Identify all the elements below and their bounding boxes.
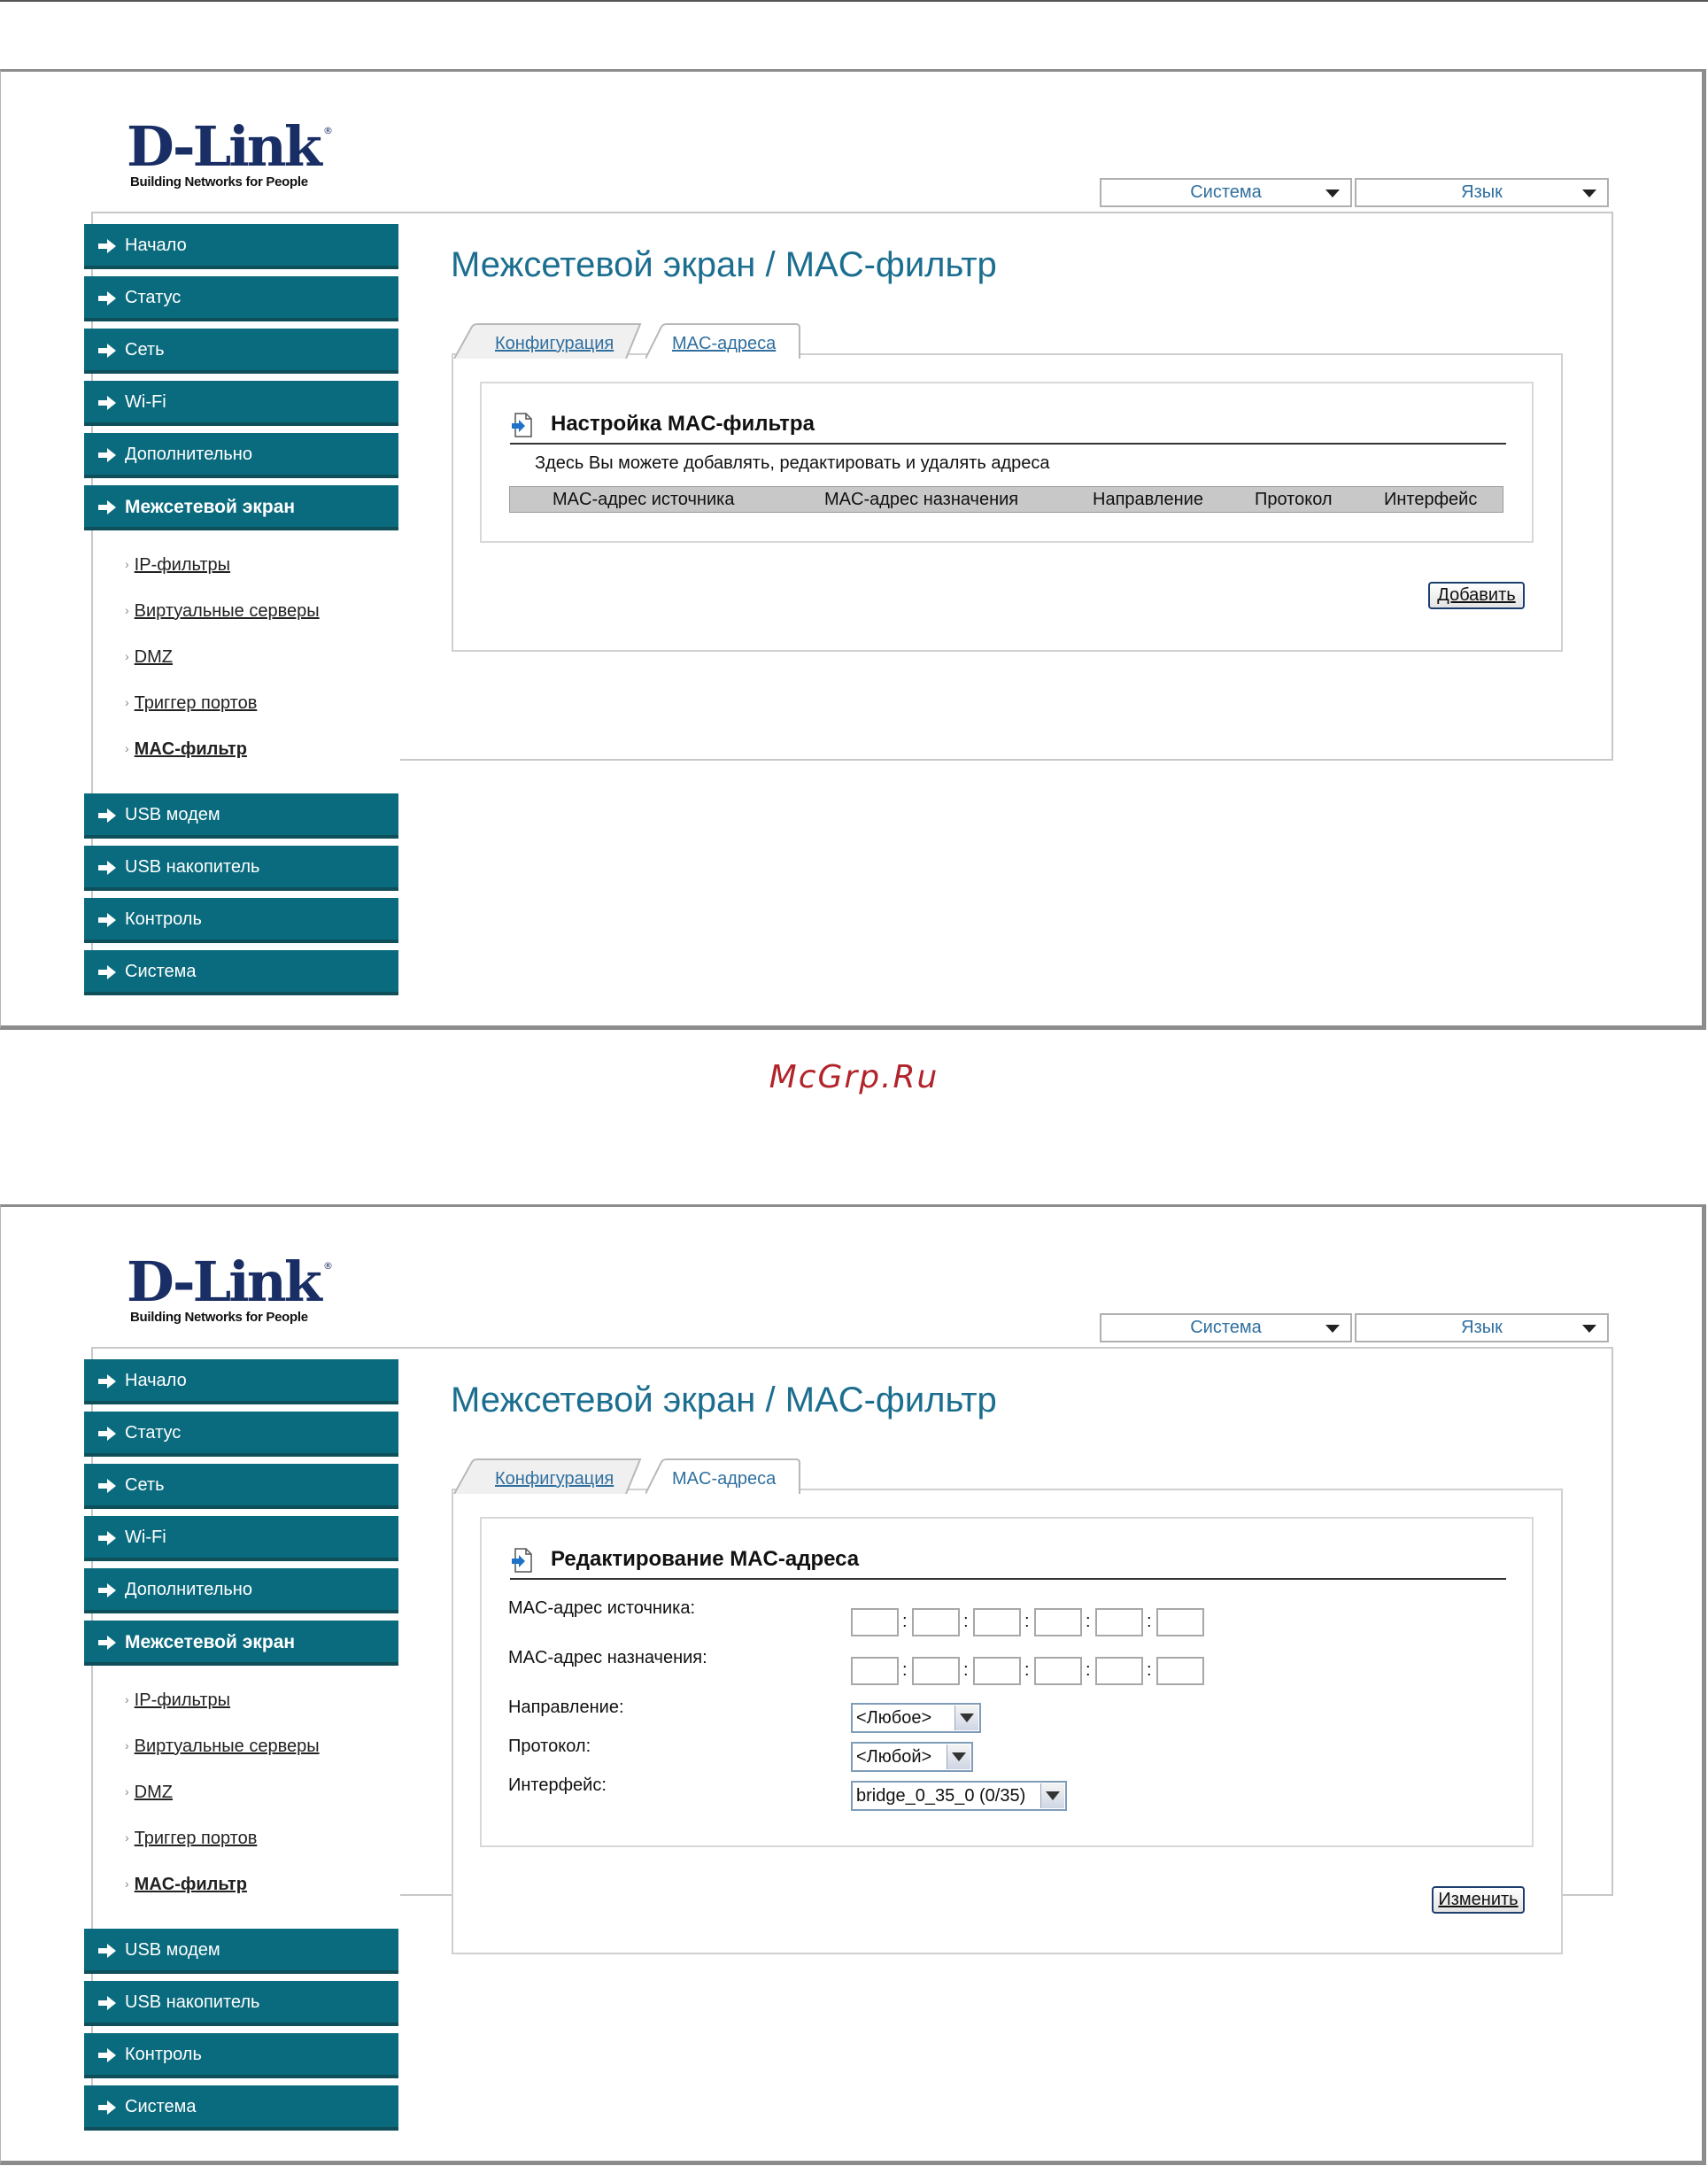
chevron-down-icon [1046, 1791, 1060, 1800]
chevron-down-icon [952, 1752, 966, 1761]
sidebar-item-advanced[interactable] [84, 1568, 398, 1613]
sidebar-item-wifi[interactable] [84, 1516, 398, 1561]
sidebar-subitem-ip-filters[interactable] [125, 555, 230, 576]
sidebar-item-advanced[interactable] [84, 433, 398, 478]
bullet-icon: › [125, 1692, 129, 1706]
sidebar-item-firewall[interactable] [84, 1621, 398, 1666]
add-button-label: Добавить [1437, 585, 1516, 605]
document-arrow-icon [512, 413, 533, 437]
mac-separator: : [1147, 1660, 1152, 1680]
dest-mac-octet-5[interactable] [1095, 1657, 1143, 1685]
sidebar-item-usb-storage[interactable] [84, 1981, 398, 2026]
sidebar-subitem-label: Виртуальные серверы [134, 1737, 320, 1756]
mac-separator: : [902, 1660, 908, 1680]
edit-button-label: Изменить [1438, 1890, 1519, 1909]
sidebar-subitem-mac-filter[interactable] [125, 1875, 247, 1895]
section-divider [510, 443, 1506, 445]
bullet-icon: › [125, 741, 129, 755]
source-mac-label: MAC-адрес источника: [508, 1598, 695, 1618]
mac-separator: : [902, 1612, 908, 1631]
sidebar-item-label: USB модем [125, 805, 220, 824]
sidebar-item-label: Сеть [125, 1475, 165, 1495]
screenshot-mac-edit [0, 1204, 1706, 2165]
section-divider [510, 1578, 1506, 1580]
sidebar-item-label: USB модем [125, 1940, 220, 1960]
sidebar-subitem-virtual-servers[interactable] [125, 1737, 320, 1757]
dlink-logo [127, 1249, 339, 1326]
logo-tagline: Building Networks for People [130, 1310, 308, 1325]
protocol-select-value: <Любой> [856, 1747, 932, 1767]
sidebar-subitem-label: MAC-фильтр [134, 739, 247, 759]
mac-separator: : [1024, 1660, 1030, 1680]
protocol-select[interactable] [851, 1742, 973, 1772]
chevron-down-icon [1582, 1325, 1596, 1333]
select-arrow-button [954, 1706, 978, 1730]
sidebar-item-label: Межсетевой экран [125, 1632, 296, 1652]
sidebar-subitem-label: IP-фильтры [134, 1690, 231, 1710]
column-header-interface: Интерфейс [1384, 490, 1478, 509]
select-arrow-button [1040, 1783, 1064, 1808]
sidebar-subitem-port-trigger[interactable] [125, 693, 257, 714]
section-description: Здесь Вы можете добавлять, редактировать и удалять адреса [535, 453, 1050, 473]
source-mac-octet-3[interactable] [973, 1608, 1021, 1636]
sidebar-subitem-port-trigger[interactable] [125, 1829, 257, 1849]
protocol-label: Протокол: [508, 1737, 591, 1756]
tab-label: MAC-адреса [672, 334, 777, 353]
bullet-icon: › [125, 1876, 129, 1891]
sidebar-item-firewall[interactable] [84, 485, 398, 530]
sidebar-item-usb-modem[interactable] [84, 1929, 398, 1974]
screenshot-mac-filter-list [0, 69, 1706, 1030]
sidebar-item-label: Статус [125, 288, 182, 307]
arrow-right-icon [98, 861, 116, 875]
tab-configuration[interactable] [452, 323, 649, 359]
interface-select-value: bridge_0_35_0 (0/35) [856, 1786, 1026, 1806]
arrow-right-icon [98, 500, 116, 514]
sidebar-item-label: Wi-Fi [125, 392, 166, 412]
system-dropdown[interactable] [1100, 178, 1352, 207]
arrow-right-icon [98, 1427, 116, 1441]
tab-configuration[interactable] [452, 1458, 649, 1494]
select-arrow-button [947, 1744, 970, 1769]
arrow-right-icon [98, 808, 116, 823]
sidebar-item-label: USB накопитель [125, 857, 260, 877]
sidebar-item-label: Начало [125, 1371, 187, 1390]
arrow-right-icon [98, 913, 116, 927]
logo-text: D-Link [127, 114, 320, 179]
system-dropdown-label: Система [1190, 182, 1262, 202]
bullet-icon: › [125, 1830, 129, 1845]
bullet-icon: › [125, 1784, 129, 1799]
sidebar-subitem-label: DMZ [134, 647, 173, 667]
arrow-right-icon [98, 2100, 116, 2115]
sidebar-item-label: USB накопитель [125, 1992, 260, 2012]
sidebar-item-label: Дополнительно [125, 1580, 252, 1599]
arrow-right-icon [98, 1479, 116, 1493]
sidebar-item-system[interactable] [84, 950, 398, 995]
system-dropdown[interactable] [1100, 1313, 1352, 1342]
sidebar-item-label: Статус [125, 1423, 182, 1443]
language-dropdown-label: Язык [1461, 1318, 1503, 1337]
language-dropdown[interactable] [1355, 178, 1609, 207]
sidebar-subitem-mac-filter[interactable] [125, 739, 247, 760]
logo-text: D-Link [127, 1249, 320, 1314]
chevron-down-icon [960, 1713, 974, 1722]
chevron-down-icon [1325, 1325, 1340, 1333]
source-mac-octet-6[interactable] [1156, 1608, 1204, 1636]
chevron-down-icon [1325, 190, 1340, 197]
sidebar-subitem-label: MAC-фильтр [134, 1875, 247, 1894]
column-header-source-mac: MAC-адрес источника [553, 490, 735, 509]
mac-separator: : [1086, 1612, 1091, 1631]
dest-mac-octet-6[interactable] [1156, 1657, 1204, 1685]
arrow-right-icon [98, 1531, 116, 1545]
sidebar-subitem-dmz[interactable] [125, 647, 173, 668]
section-title: Редактирование MAC-адреса [551, 1547, 860, 1571]
mac-separator: : [1147, 1612, 1152, 1631]
mac-separator: : [963, 1660, 969, 1680]
arrow-right-icon [98, 1636, 116, 1650]
system-dropdown-label: Система [1190, 1318, 1262, 1337]
sidebar-item-usb-modem[interactable] [84, 793, 398, 839]
sidebar-subitem-label: IP-фильтры [134, 555, 231, 575]
sidebar-item-label: Wi-Fi [125, 1528, 166, 1547]
sidebar-subitem-virtual-servers[interactable] [125, 601, 320, 622]
arrow-right-icon [98, 2048, 116, 2062]
sidebar-subitem-label: DMZ [134, 1783, 173, 1802]
sidebar-subitem-label: Триггер портов [134, 1829, 258, 1848]
sidebar-item-label: Контроль [125, 2045, 202, 2064]
top-border-line [0, 0, 1708, 2]
tab-label: Конфигурация [495, 1469, 614, 1489]
registered-mark-icon: ® [323, 1260, 333, 1272]
source-mac-octet-4[interactable] [1034, 1608, 1082, 1636]
section-title: Настройка MAC-фильтра [551, 412, 815, 436]
sidebar-item-label: Сеть [125, 340, 165, 360]
bullet-icon: › [125, 603, 129, 617]
sidebar-item-wifi[interactable] [84, 381, 398, 426]
tab-label: MAC-адреса [672, 1469, 777, 1489]
dest-mac-octet-2[interactable] [912, 1657, 960, 1685]
tab-mac-addresses[interactable] [645, 323, 805, 359]
sidebar-item-control[interactable] [84, 2033, 398, 2078]
mac-separator: : [1086, 1660, 1091, 1680]
sidebar-item-control[interactable] [84, 898, 398, 943]
sidebar-item-usb-storage[interactable] [84, 846, 398, 891]
arrow-right-icon [98, 239, 116, 253]
page-title: Межсетевой экран / MAC-фильтр [451, 245, 997, 284]
arrow-right-icon [98, 965, 116, 979]
column-header-direction: Направление [1093, 490, 1203, 509]
arrow-right-icon [98, 344, 116, 358]
add-button[interactable] [1428, 582, 1525, 609]
document-arrow-icon [512, 1548, 533, 1573]
page-title: Межсетевой экран / MAC-фильтр [451, 1381, 997, 1420]
sidebar-item-network[interactable] [84, 329, 398, 374]
sidebar-item-label: Система [125, 2097, 197, 2116]
mac-table-header [509, 486, 1503, 513]
arrow-right-icon [98, 448, 116, 462]
sidebar-item-status[interactable] [84, 1412, 398, 1457]
arrow-right-icon [98, 1944, 116, 1958]
dest-mac-octet-4[interactable] [1034, 1657, 1082, 1685]
dlink-logo [127, 114, 339, 190]
sidebar-subitem-ip-filters[interactable] [125, 1690, 230, 1711]
watermark: McGrp.Ru [769, 1059, 939, 1095]
bullet-icon: › [125, 557, 129, 571]
arrow-right-icon [98, 1583, 116, 1597]
source-mac-octet-2[interactable] [912, 1608, 960, 1636]
logo-tagline: Building Networks for People [130, 174, 308, 190]
tab-mac-addresses[interactable] [645, 1458, 805, 1494]
language-dropdown-label: Язык [1461, 182, 1503, 202]
sidebar-item-home[interactable] [84, 1359, 398, 1404]
interface-select[interactable] [851, 1781, 1067, 1811]
mac-separator: : [963, 1612, 969, 1631]
mac-separator: : [1024, 1612, 1030, 1631]
bullet-icon: › [125, 695, 129, 709]
source-mac-octet-1[interactable] [851, 1608, 899, 1636]
sidebar-item-label: Контроль [125, 909, 202, 929]
sidebar-item-label: Межсетевой экран [125, 497, 296, 517]
arrow-right-icon [98, 1996, 116, 2010]
sidebar-item-network[interactable] [84, 1464, 398, 1509]
chevron-down-icon [1582, 190, 1596, 197]
sidebar-item-status[interactable] [84, 276, 398, 321]
sidebar-item-home[interactable] [84, 224, 398, 269]
column-header-protocol: Протокол [1255, 490, 1333, 509]
sidebar-subitem-dmz[interactable] [125, 1783, 173, 1803]
arrow-right-icon [98, 396, 116, 410]
sidebar-subitem-label: Триггер портов [134, 693, 258, 713]
sidebar-item-label: Система [125, 962, 197, 981]
column-header-dest-mac: MAC-адрес назначения [824, 490, 1019, 509]
direction-label: Направление: [508, 1698, 624, 1717]
arrow-right-icon [98, 1374, 116, 1389]
dest-mac-octet-1[interactable] [851, 1657, 899, 1685]
dest-mac-label: MAC-адрес назначения: [508, 1648, 707, 1667]
bullet-icon: › [125, 649, 129, 663]
direction-select[interactable] [851, 1703, 981, 1733]
edit-button[interactable] [1432, 1886, 1525, 1914]
sidebar-item-label: Начало [125, 236, 187, 255]
bullet-icon: › [125, 1738, 129, 1752]
dest-mac-octet-3[interactable] [973, 1657, 1021, 1685]
source-mac-octet-5[interactable] [1095, 1608, 1143, 1636]
registered-mark-icon: ® [323, 125, 333, 136]
direction-select-value: <Любое> [856, 1708, 932, 1728]
tab-label: Конфигурация [495, 334, 614, 353]
language-dropdown[interactable] [1355, 1313, 1609, 1342]
sidebar-item-system[interactable] [84, 2085, 398, 2131]
sidebar-item-label: Дополнительно [125, 445, 252, 464]
sidebar-subitem-label: Виртуальные серверы [134, 601, 320, 621]
interface-label: Интерфейс: [508, 1775, 607, 1795]
arrow-right-icon [98, 291, 116, 306]
